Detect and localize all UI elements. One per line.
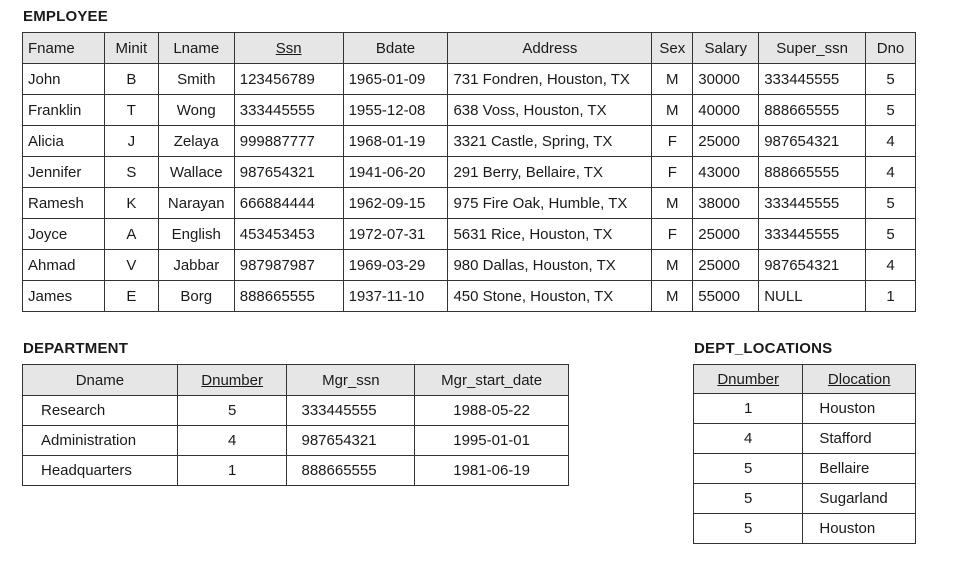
col-header-bdate: Bdate <box>343 33 448 64</box>
table-cell: 1937-11-10 <box>343 281 448 312</box>
table-cell: T <box>104 95 158 126</box>
table-cell: 5 <box>694 454 803 484</box>
table-cell: Jennifer <box>23 157 105 188</box>
col-header-loc-dnumber: Dnumber <box>694 365 803 394</box>
dept-location-row <box>694 484 916 514</box>
table-cell: 3321 Castle, Spring, TX <box>448 126 652 157</box>
table-cell: Stafford <box>803 424 916 454</box>
employee-row <box>23 64 916 95</box>
table-cell: Ramesh <box>23 188 105 219</box>
table-cell: Administration <box>23 426 178 456</box>
table-cell: Borg <box>158 281 234 312</box>
employee-title: EMPLOYEE <box>23 8 108 25</box>
table-cell: 1988-05-22 <box>415 396 569 426</box>
table-cell: 55000 <box>693 281 759 312</box>
table-cell: 888665555 <box>759 95 866 126</box>
table-cell: 987654321 <box>759 250 866 281</box>
dept-location-row <box>694 394 916 424</box>
table-cell: Joyce <box>23 219 105 250</box>
table-cell: 333445555 <box>759 64 866 95</box>
table-cell: Alicia <box>23 126 105 157</box>
col-header-dlocation: Dlocation <box>803 365 916 394</box>
employee-row <box>23 95 916 126</box>
table-cell: 1 <box>866 281 916 312</box>
table-cell: Smith <box>158 64 234 95</box>
table-cell: 638 Voss, Houston, TX <box>448 95 652 126</box>
col-header-fname: Fname <box>23 33 105 64</box>
col-header-minit: Minit <box>104 33 158 64</box>
table-cell: 5 <box>866 219 916 250</box>
table-cell: 987654321 <box>759 126 866 157</box>
col-header-mgr-start-date: Mgr_start_date <box>415 365 569 396</box>
table-cell: Franklin <box>23 95 105 126</box>
employee-row <box>23 157 916 188</box>
table-cell: 5 <box>694 484 803 514</box>
col-header-lname: Lname <box>158 33 234 64</box>
table-cell: M <box>652 250 693 281</box>
table-cell: F <box>652 157 693 188</box>
table-cell: 980 Dallas, Houston, TX <box>448 250 652 281</box>
table-cell: 43000 <box>693 157 759 188</box>
dept-locations-table <box>693 364 916 544</box>
table-cell: Jabbar <box>158 250 234 281</box>
employee-row <box>23 281 916 312</box>
table-cell: 5 <box>177 396 287 426</box>
table-cell: 333445555 <box>287 396 415 426</box>
table-cell: V <box>104 250 158 281</box>
table-cell: 5 <box>866 95 916 126</box>
table-cell: F <box>652 219 693 250</box>
table-cell: 5 <box>866 188 916 219</box>
table-cell: 40000 <box>693 95 759 126</box>
dept-location-row <box>694 454 916 484</box>
table-cell: 1981-06-19 <box>415 456 569 486</box>
department-row <box>23 396 569 426</box>
table-cell: F <box>652 126 693 157</box>
table-cell: M <box>652 64 693 95</box>
table-cell: 123456789 <box>234 64 343 95</box>
table-cell: Wallace <box>158 157 234 188</box>
table-cell: 4 <box>177 426 287 456</box>
employee-row <box>23 126 916 157</box>
dept-location-row <box>694 514 916 544</box>
table-cell: 987987987 <box>234 250 343 281</box>
dept-locations-title: DEPT_LOCATIONS <box>694 340 833 357</box>
table-cell: 4 <box>866 157 916 188</box>
table-cell: English <box>158 219 234 250</box>
table-cell: 1965-01-09 <box>343 64 448 95</box>
table-cell: 888665555 <box>759 157 866 188</box>
col-header-super-ssn: Super_ssn <box>759 33 866 64</box>
table-cell: 333445555 <box>234 95 343 126</box>
table-cell: 731 Fondren, Houston, TX <box>448 64 652 95</box>
table-cell: 1968-01-19 <box>343 126 448 157</box>
col-header-dname: Dname <box>23 365 178 396</box>
table-cell: 453453453 <box>234 219 343 250</box>
table-cell: Sugarland <box>803 484 916 514</box>
col-header-sex: Sex <box>652 33 693 64</box>
department-row <box>23 426 569 456</box>
table-cell: M <box>652 95 693 126</box>
table-cell: 888665555 <box>287 456 415 486</box>
table-cell: 4 <box>866 126 916 157</box>
table-cell: 25000 <box>693 250 759 281</box>
department-table <box>22 364 569 486</box>
table-cell: J <box>104 126 158 157</box>
department-row <box>23 456 569 486</box>
table-cell: 1955-12-08 <box>343 95 448 126</box>
table-cell: 333445555 <box>759 219 866 250</box>
col-header-address: Address <box>448 33 652 64</box>
table-cell: 987654321 <box>234 157 343 188</box>
col-header-ssn: Ssn <box>234 33 343 64</box>
table-cell: 987654321 <box>287 426 415 456</box>
table-cell: K <box>104 188 158 219</box>
table-cell: Research <box>23 396 178 426</box>
table-cell: E <box>104 281 158 312</box>
table-cell: 666884444 <box>234 188 343 219</box>
department-header-row <box>23 365 569 396</box>
table-cell: M <box>652 281 693 312</box>
employee-row <box>23 219 916 250</box>
table-cell: 5 <box>866 64 916 95</box>
dept-locations-header-row <box>694 365 916 394</box>
table-cell: Headquarters <box>23 456 178 486</box>
table-cell: 291 Berry, Bellaire, TX <box>448 157 652 188</box>
table-cell: 1 <box>694 394 803 424</box>
employee-row <box>23 188 916 219</box>
col-header-salary: Salary <box>693 33 759 64</box>
table-cell: 1972-07-31 <box>343 219 448 250</box>
table-cell: Houston <box>803 394 916 424</box>
table-cell: 1941-06-20 <box>343 157 448 188</box>
col-header-dno: Dno <box>866 33 916 64</box>
table-cell: 975 Fire Oak, Humble, TX <box>448 188 652 219</box>
table-cell: James <box>23 281 105 312</box>
table-cell: Houston <box>803 514 916 544</box>
employee-row <box>23 250 916 281</box>
table-cell: A <box>104 219 158 250</box>
table-cell: 5 <box>694 514 803 544</box>
table-cell: Wong <box>158 95 234 126</box>
col-header-dnumber: Dnumber <box>177 365 287 396</box>
table-cell: Narayan <box>158 188 234 219</box>
table-cell: 4 <box>694 424 803 454</box>
table-cell: 450 Stone, Houston, TX <box>448 281 652 312</box>
table-cell: 888665555 <box>234 281 343 312</box>
table-cell: 38000 <box>693 188 759 219</box>
dept-location-row <box>694 424 916 454</box>
table-cell: M <box>652 188 693 219</box>
table-cell: 1995-01-01 <box>415 426 569 456</box>
table-cell: 4 <box>866 250 916 281</box>
table-cell: Ahmad <box>23 250 105 281</box>
department-title: DEPARTMENT <box>23 340 129 357</box>
table-cell: 1969-03-29 <box>343 250 448 281</box>
table-cell: NULL <box>759 281 866 312</box>
table-cell: 5631 Rice, Houston, TX <box>448 219 652 250</box>
table-cell: John <box>23 64 105 95</box>
table-cell: 333445555 <box>759 188 866 219</box>
table-cell: B <box>104 64 158 95</box>
table-cell: Zelaya <box>158 126 234 157</box>
col-header-mgr-ssn: Mgr_ssn <box>287 365 415 396</box>
table-cell: S <box>104 157 158 188</box>
table-cell: 999887777 <box>234 126 343 157</box>
table-cell: 30000 <box>693 64 759 95</box>
employee-table <box>22 32 916 312</box>
table-cell: 25000 <box>693 219 759 250</box>
table-cell: 1 <box>177 456 287 486</box>
table-cell: 1962-09-15 <box>343 188 448 219</box>
table-cell: Bellaire <box>803 454 916 484</box>
employee-header-row <box>23 33 916 64</box>
table-cell: 25000 <box>693 126 759 157</box>
